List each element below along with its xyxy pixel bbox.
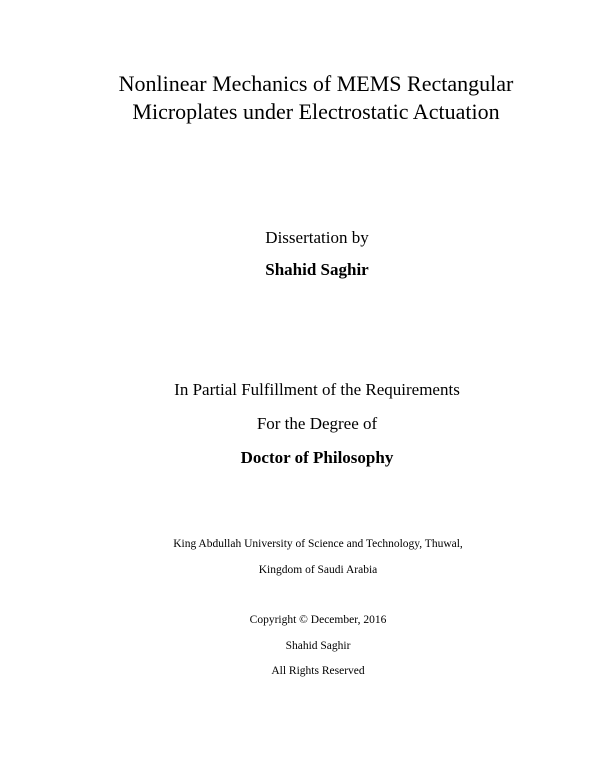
author-name: Shahid Saghir bbox=[265, 260, 369, 279]
institution-line-1: King Abdullah University of Science and Technology, Thuwal, bbox=[173, 538, 463, 550]
copyright-holder: Shahid Saghir bbox=[285, 640, 351, 652]
fulfillment-statement: In Partial Fulfillment of the Requirements bbox=[174, 380, 460, 399]
copyright-line: Copyright © December, 2016 bbox=[249, 614, 387, 626]
degree-intro: For the Degree of bbox=[256, 414, 378, 433]
dissertation-by-label: Dissertation by bbox=[265, 228, 369, 247]
title-line-1: Nonlinear Mechanics of MEMS Rectangular bbox=[118, 71, 514, 96]
degree-name: Doctor of Philosophy bbox=[240, 448, 394, 467]
rights-reserved: All Rights Reserved bbox=[271, 665, 365, 677]
institution-line-2: Kingdom of Saudi Arabia bbox=[258, 564, 378, 576]
title-line-2: Microplates under Electrostatic Actuation bbox=[132, 99, 500, 124]
